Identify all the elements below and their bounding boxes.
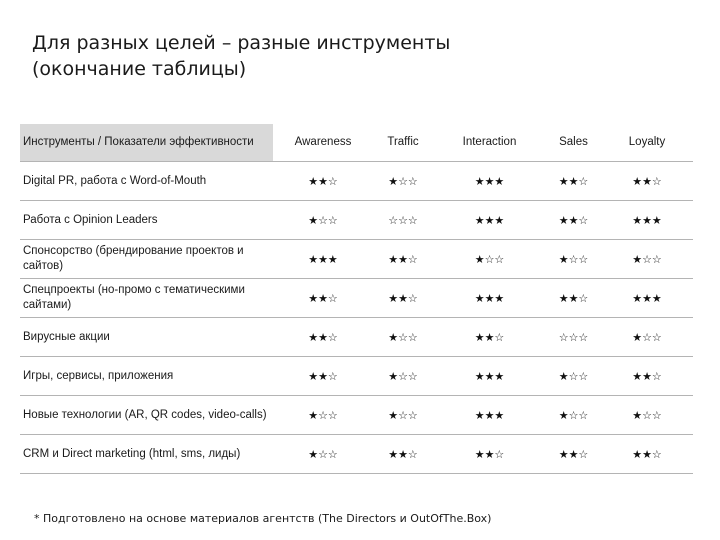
- star-rating-icon: ★☆☆: [632, 408, 662, 422]
- rating-cell-traffic: [373, 279, 433, 317]
- rating-cell-traffic: [373, 318, 433, 356]
- rating-cell-awareness: [273, 435, 373, 473]
- star-rating-icon: ☆☆☆: [388, 213, 418, 227]
- rating-cell-loyalty: [601, 279, 693, 317]
- star-rating-icon: ★★★: [474, 369, 505, 383]
- star-rating-icon: ★★☆: [558, 213, 589, 227]
- star-rating-icon: ★★☆: [474, 330, 505, 344]
- rating-cell-interaction: [433, 240, 546, 278]
- table-row: [20, 162, 693, 201]
- star-rating-icon: ★☆☆: [632, 252, 662, 266]
- table-row: [20, 279, 693, 318]
- rating-cell-loyalty: [601, 435, 693, 473]
- slide-title-line-1: Для разных целей – разные инструменты: [32, 32, 451, 54]
- row-label: Спецпроекты (но-промо с тематическими сайтами): [23, 284, 245, 311]
- star-rating-icon: ★★★: [474, 213, 505, 227]
- rating-cell-traffic: [373, 162, 433, 200]
- row-label: Вирусные акции: [23, 330, 110, 343]
- rating-cell-interaction: [433, 201, 546, 239]
- rating-cell-sales: [546, 318, 601, 356]
- star-rating-icon: ★☆☆: [558, 252, 589, 266]
- star-rating-icon: ★★☆: [388, 447, 418, 461]
- rating-cell-loyalty: [601, 396, 693, 434]
- rating-cell-sales: [546, 162, 601, 200]
- slide-title-line-2: (окончание таблицы): [32, 58, 247, 80]
- star-rating-icon: ★★☆: [388, 291, 418, 305]
- rating-cell-awareness: [273, 201, 373, 239]
- star-rating-icon: ★★☆: [388, 252, 418, 266]
- rating-cell-traffic: [373, 435, 433, 473]
- row-label: CRM и Direct marketing (html, sms, лиды): [23, 447, 241, 460]
- rating-cell-awareness: [273, 162, 373, 200]
- rating-cell-interaction: [433, 435, 546, 473]
- table-row: [20, 357, 693, 396]
- star-rating-icon: ★☆☆: [308, 447, 338, 461]
- rating-cell-traffic: [373, 201, 433, 239]
- table-row: [20, 396, 693, 435]
- row-label: Игры, сервисы, приложения: [23, 369, 174, 382]
- row-label: Новые технологии (AR, QR codes, video-calls): [23, 408, 267, 421]
- star-rating-icon: ★★★: [308, 252, 338, 266]
- star-rating-icon: ★★★: [474, 174, 505, 188]
- star-rating-icon: ★★☆: [474, 447, 505, 461]
- star-rating-icon: ★★☆: [558, 447, 589, 461]
- header-tools-label: Инструменты / Показатели эффективности: [20, 124, 273, 161]
- header-sales: Sales: [559, 136, 588, 148]
- star-rating-icon: ★☆☆: [474, 252, 505, 266]
- rating-cell-awareness: [273, 240, 373, 278]
- rating-cell-loyalty: [601, 357, 693, 395]
- row-label: Спонсорство (брендирование проектов и сайтов): [23, 245, 244, 272]
- table-row: [20, 318, 693, 357]
- rating-cell-interaction: [433, 162, 546, 200]
- star-rating-icon: ★★☆: [308, 330, 338, 344]
- star-rating-icon: ★★☆: [558, 291, 589, 305]
- star-rating-icon: ★☆☆: [632, 330, 662, 344]
- rating-cell-interaction: [433, 396, 546, 434]
- star-rating-icon: ☆☆☆: [558, 330, 589, 344]
- rating-cell-loyalty: [601, 318, 693, 356]
- star-rating-icon: ★☆☆: [308, 408, 338, 422]
- rating-cell-awareness: [273, 279, 373, 317]
- rating-cell-sales: [546, 201, 601, 239]
- star-rating-icon: ★★☆: [558, 174, 589, 188]
- rating-cell-sales: [546, 357, 601, 395]
- star-rating-icon: ★☆☆: [558, 369, 589, 383]
- star-rating-icon: ★★☆: [632, 447, 662, 461]
- rating-cell-awareness: [273, 318, 373, 356]
- effectiveness-table: [20, 124, 693, 474]
- table-row: [20, 201, 693, 240]
- star-rating-icon: ★★☆: [308, 174, 338, 188]
- star-rating-icon: ★★★: [632, 213, 662, 227]
- header-interaction: Interaction: [462, 136, 517, 148]
- rating-cell-sales: [546, 396, 601, 434]
- star-rating-icon: ★★★: [632, 291, 662, 305]
- rating-cell-sales: [546, 240, 601, 278]
- star-rating-icon: ★★★: [474, 408, 505, 422]
- table-body: [20, 162, 693, 474]
- rating-cell-sales: [546, 435, 601, 473]
- rating-cell-loyalty: [601, 240, 693, 278]
- star-rating-icon: ★☆☆: [388, 369, 418, 383]
- header-loyalty: Loyalty: [628, 136, 666, 148]
- rating-cell-awareness: [273, 396, 373, 434]
- header-awareness: Awareness: [294, 136, 352, 148]
- row-label: Digital PR, работа с Word-of-Mouth: [23, 174, 207, 187]
- rating-cell-awareness: [273, 357, 373, 395]
- rating-cell-traffic: [373, 396, 433, 434]
- star-rating-icon: ★☆☆: [388, 174, 418, 188]
- rating-cell-sales: [546, 279, 601, 317]
- rating-cell-interaction: [433, 357, 546, 395]
- rating-cell-interaction: [433, 279, 546, 317]
- rating-cell-interaction: [433, 318, 546, 356]
- row-label: Работа с Opinion Leaders: [23, 213, 158, 226]
- rating-cell-loyalty: [601, 201, 693, 239]
- star-rating-icon: ★☆☆: [308, 213, 338, 227]
- rating-cell-traffic: [373, 240, 433, 278]
- star-rating-icon: ★☆☆: [558, 408, 589, 422]
- star-rating-icon: ★★★: [474, 291, 505, 305]
- rating-cell-loyalty: [601, 162, 693, 200]
- header-traffic: Traffic: [387, 136, 419, 148]
- table-row: [20, 240, 693, 279]
- table-header-row: [20, 124, 693, 162]
- star-rating-icon: ★★☆: [632, 369, 662, 383]
- star-rating-icon: ★☆☆: [388, 408, 418, 422]
- star-rating-icon: ★☆☆: [388, 330, 418, 344]
- star-rating-icon: ★★☆: [308, 369, 338, 383]
- star-rating-icon: ★★☆: [632, 174, 662, 188]
- table-row: [20, 435, 693, 474]
- slide-title: [32, 30, 450, 82]
- rating-cell-traffic: [373, 357, 433, 395]
- star-rating-icon: ★★☆: [308, 291, 338, 305]
- footnote: * Подготовлено на основе материалов агентств (The Directors и OutOfThe.Box): [34, 512, 492, 525]
